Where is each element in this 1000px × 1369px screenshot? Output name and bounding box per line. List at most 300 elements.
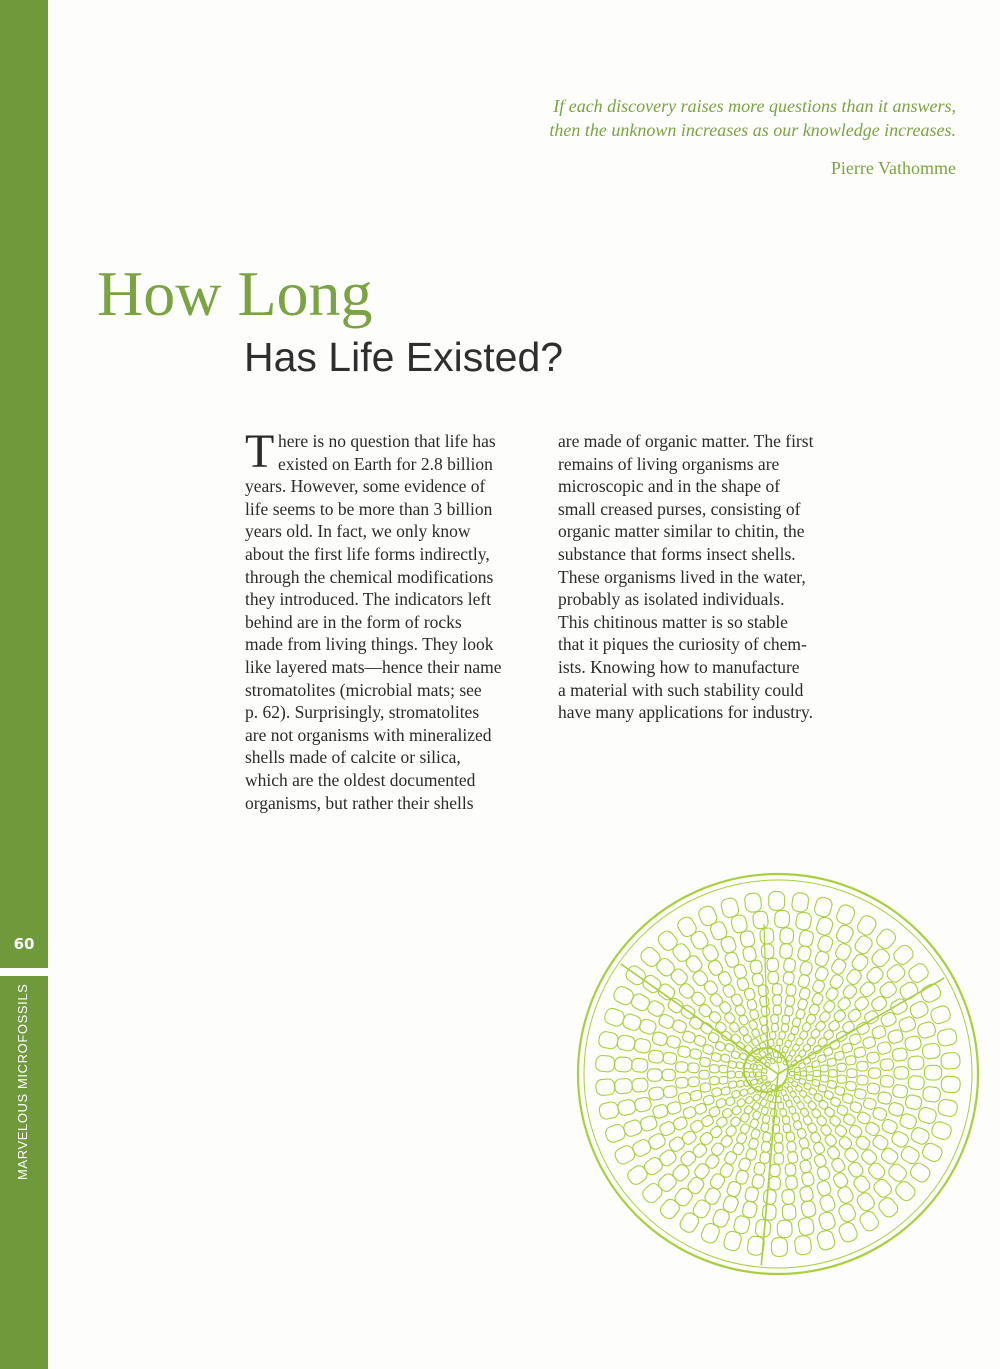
- fossil-cell: [775, 910, 790, 928]
- body-line: are made of organic matter. The first: [558, 431, 814, 451]
- body-line: ists. Knowing how to manufacture: [558, 656, 800, 677]
- fossil-cell: [753, 1162, 766, 1176]
- fossil-cell: [789, 1049, 797, 1057]
- fossil-cell: [604, 1123, 627, 1144]
- fossil-cell: [800, 1147, 813, 1161]
- fossil-cell: [917, 1106, 938, 1125]
- fossil-cell: [633, 1038, 651, 1054]
- fossil-cell: [854, 1134, 871, 1151]
- fossil-cell: [739, 1088, 748, 1097]
- fossil-cell: [848, 1123, 864, 1139]
- fossil-cell: [906, 961, 930, 985]
- fossil-cell: [806, 1066, 813, 1073]
- fossil-cell: [709, 920, 729, 941]
- fossil-cell: [750, 1128, 761, 1140]
- fossil-cell: [920, 1141, 944, 1164]
- fossil-cell: [744, 892, 762, 913]
- fossil-cell: [720, 1053, 731, 1063]
- fossil-cell: [922, 1086, 941, 1103]
- fossil-cell: [689, 1048, 702, 1060]
- fossil-cell: [871, 1133, 890, 1151]
- fossil-cell: [853, 995, 870, 1012]
- fossil-cell: [786, 1086, 793, 1093]
- fossil-cell: [798, 1049, 807, 1058]
- fossil-cell: [829, 1070, 838, 1077]
- fossil-cell: [771, 1023, 778, 1031]
- fossil-cell: [785, 1175, 798, 1190]
- fossil-cell: [814, 965, 830, 982]
- fossil-cell: [761, 1141, 771, 1153]
- fossil-cell: [678, 1210, 701, 1234]
- fossil-cell: [711, 1207, 731, 1228]
- body-line: existed on Earth for 2.8 billion: [278, 453, 493, 474]
- fossil-cell: [662, 1069, 675, 1080]
- fossil-cell: [780, 1108, 787, 1116]
- fossil-cell: [719, 1076, 728, 1084]
- fossil-cell: [876, 1041, 892, 1055]
- fossil-cell: [835, 923, 856, 945]
- fossil-cell: [816, 1229, 836, 1251]
- fossil-cell: [662, 1052, 677, 1065]
- fossil-cell: [720, 1086, 731, 1096]
- fossil-cell: [673, 1186, 695, 1209]
- fossil-cell: [941, 1076, 961, 1093]
- fossil-cell: [894, 1067, 909, 1079]
- fossil-cell: [794, 1235, 812, 1256]
- quote-line: then the unknown increases as our knowledge increases.: [549, 120, 956, 140]
- fossil-cell: [854, 1088, 867, 1100]
- fossil-cell: [760, 1098, 768, 1107]
- body-line: remains of living organisms are: [558, 453, 780, 474]
- fossil-cell: [677, 1091, 691, 1104]
- fossil-cell: [798, 987, 811, 1001]
- fossil-cell: [866, 1083, 880, 1095]
- fossil-cell: [783, 971, 795, 984]
- fossil-cell: [837, 1063, 847, 1072]
- fossil-cell: [820, 1075, 829, 1083]
- fossil-cell: [773, 995, 782, 1005]
- body-line: like layered mats—hence their name: [245, 656, 502, 677]
- page-number: 60: [13, 935, 35, 953]
- fossil-cell: [658, 1197, 682, 1222]
- fossil-cell: [795, 911, 812, 930]
- fossil-cell: [785, 1163, 797, 1176]
- fossil-cell: [784, 1006, 794, 1017]
- fossil-cell: [761, 1106, 769, 1115]
- fossil-cell: [774, 1143, 783, 1153]
- fossil-cell: [893, 1179, 918, 1203]
- fossil-cell: [782, 1204, 796, 1221]
- body-line: small creased purses, consisting of: [558, 498, 801, 519]
- fossil-cell: [922, 1043, 941, 1060]
- fossil-cell: [721, 1107, 733, 1119]
- fossil-cell: [791, 892, 809, 913]
- fossil-cell: [799, 1089, 808, 1098]
- fossil-cell: [595, 1055, 615, 1072]
- fossil-cell: [761, 944, 774, 959]
- fossil-cell: [800, 1071, 806, 1076]
- fossil-cell: [769, 892, 785, 911]
- fossil-cell: [663, 1085, 678, 1098]
- body-line: a material with such stability could: [558, 679, 804, 700]
- fossil-cell: [858, 1209, 881, 1233]
- fossil-cell: [778, 1102, 784, 1109]
- fossil-cell: [724, 951, 741, 969]
- fossil-cell: [868, 1068, 880, 1078]
- fossil-cell: [799, 1159, 812, 1174]
- fossil-cell: [762, 1132, 772, 1143]
- fossil-cell: [904, 1035, 922, 1051]
- fossil-cell: [752, 911, 768, 930]
- fossil-cell: [930, 1120, 953, 1141]
- fossil-cell: [886, 1162, 909, 1184]
- body-line: made from living things. They look: [245, 634, 494, 655]
- fossil-cell: [634, 1096, 652, 1112]
- body-line: they introduced. The indicators left: [245, 589, 492, 610]
- body-line: which are the oldest documented: [245, 769, 476, 790]
- fossil-cell: [799, 1186, 814, 1203]
- body-line: have many applications for industry.: [558, 702, 813, 723]
- fossil-cell: [797, 945, 812, 962]
- fossil-cell: [779, 943, 792, 958]
- fossil-cell: [802, 1043, 812, 1052]
- fossil-cell: [760, 1033, 768, 1042]
- fossil-cell: [929, 1004, 952, 1025]
- fossil-cell: [845, 1055, 857, 1065]
- body-line: This chitinous matter is so stable: [558, 611, 788, 632]
- fossil-cell: [853, 934, 875, 956]
- body-line: substance that forms insect shells.: [558, 543, 796, 564]
- fossil-cell: [656, 1171, 679, 1193]
- fossil-cell: [789, 1090, 797, 1098]
- fossil-cell: [779, 927, 793, 944]
- fossil-cell: [751, 1174, 765, 1189]
- fossil-cell: [785, 995, 795, 1007]
- fossil-cell: [904, 1094, 922, 1110]
- fossil-cell: [699, 1057, 711, 1067]
- fossil-cell: [688, 1077, 700, 1087]
- fossil-cell: [783, 958, 796, 973]
- fossil-cell: [816, 1165, 832, 1182]
- fossil-cell: [752, 973, 765, 987]
- body-line: shells made of calcite or silica,: [245, 747, 461, 768]
- fossil-cell: [899, 1144, 921, 1165]
- fossil-cell: [874, 927, 898, 952]
- body-line: years old. In fact, we only know: [245, 521, 471, 542]
- fossil-cell: [752, 1093, 761, 1102]
- fossil-cell: [909, 1126, 931, 1146]
- fossil-cell: [755, 1219, 771, 1238]
- fossil-cell: [688, 1063, 700, 1073]
- fossil-cell: [828, 1114, 841, 1127]
- fossil-cell: [699, 1221, 721, 1244]
- fossil-cell: [760, 928, 774, 945]
- fossil-cell: [690, 990, 707, 1007]
- fossil-cell: [638, 945, 663, 969]
- fossil-cell: [797, 1217, 814, 1236]
- body-line: p. 62). Surprisingly, stromatolites: [245, 702, 480, 723]
- fossil-cell: [855, 1191, 877, 1213]
- fossil-cell: [908, 1056, 925, 1070]
- fossil-cell: [815, 916, 834, 937]
- fossil-cell: [750, 1079, 758, 1086]
- fossil-cell: [691, 1142, 708, 1159]
- fossil-cell: [647, 1069, 662, 1081]
- fossil-cell: [816, 934, 834, 953]
- fossil-cell: [759, 996, 769, 1008]
- body-line: microscopic and in the shape of: [558, 476, 781, 497]
- fossil-cell: [745, 1095, 755, 1104]
- fossil-cell: [908, 1075, 925, 1089]
- fossil-cell: [769, 1176, 781, 1190]
- fossil-cell: [733, 963, 748, 979]
- fossil-cell: [762, 1204, 776, 1221]
- fossil-cell: [671, 941, 693, 964]
- section-label-text: MARVELOUS MICROFOSSILS: [15, 983, 30, 1180]
- fossil-cell: [642, 1155, 664, 1177]
- fossil-cell: [654, 956, 677, 978]
- fossil-cell: [775, 1133, 783, 1142]
- fossil-cell: [823, 1106, 835, 1118]
- fossil-cell: [748, 1138, 760, 1151]
- fossil-cell: [803, 1095, 813, 1104]
- fossil-cell: [860, 1148, 879, 1167]
- quote-author: Pierre Vathomme: [830, 158, 956, 178]
- drop-cap: T: [245, 425, 275, 478]
- fossil-cell: [795, 1085, 803, 1093]
- fossil-cell: [675, 1061, 688, 1072]
- fossil-cell: [880, 1059, 894, 1071]
- fossil-cell: [746, 998, 758, 1011]
- fossil-cell: [700, 1082, 712, 1092]
- fossil-cell: [735, 1072, 742, 1078]
- body-line: years. However, some evidence of: [245, 476, 486, 497]
- fossil-cell: [941, 1052, 961, 1069]
- body-column-right: [558, 430, 858, 724]
- fossil-cell: [845, 1081, 857, 1091]
- fossil-cell: [760, 1122, 769, 1132]
- fossil-cell: [598, 1031, 620, 1050]
- body-line: are not organisms with mineralized: [245, 724, 492, 745]
- fossil-cell: [756, 1072, 762, 1077]
- fossil-cell: [744, 1186, 759, 1203]
- fossil-cell: [797, 998, 809, 1011]
- fossil-cell: [736, 1061, 745, 1069]
- body-line: that it piques the curiosity of chem-: [558, 634, 807, 655]
- fossil-cell: [773, 1052, 778, 1058]
- fossil-cell: [697, 904, 719, 927]
- fossil-cell: [798, 929, 814, 947]
- fossil-cell: [700, 1114, 715, 1128]
- body-column-left: [245, 425, 535, 814]
- fossil-cell: [759, 1151, 770, 1164]
- fossil-cell: [832, 1009, 847, 1024]
- fossil-cell: [891, 943, 916, 967]
- fossil-cell: [709, 1064, 719, 1073]
- fossil-cell: [614, 1078, 632, 1094]
- body-line: life seems to be more than 3 billion: [245, 498, 493, 519]
- fossil-cell: [787, 1151, 798, 1164]
- fossil-cell: [761, 1006, 771, 1017]
- fossil-cell: [814, 950, 831, 968]
- fossil-cell: [764, 1080, 771, 1087]
- fossil-cell: [774, 1153, 784, 1164]
- fossil-cell: [777, 1039, 783, 1046]
- section-label: [0, 983, 48, 1200]
- body-line: organic matter similar to chitin, the: [558, 521, 805, 542]
- body-line: These organisms lived in the water,: [558, 566, 806, 587]
- body-line: stromatolites (microbial mats; see: [245, 679, 482, 700]
- fossil-cell: [769, 1031, 776, 1039]
- fossil-cell: [656, 982, 677, 1002]
- fossil-cell: [834, 942, 853, 962]
- fossil-cell: [656, 928, 680, 953]
- fossil-cell: [785, 984, 796, 997]
- fossil-cell: [648, 1086, 664, 1100]
- fossil-cell: [617, 1099, 637, 1117]
- fossil-cell: [724, 1043, 735, 1054]
- fossil-cell: [782, 1116, 790, 1125]
- fossil-cell: [719, 1065, 728, 1073]
- body-line: here is no question that life has: [278, 431, 496, 451]
- fossil-cell: [773, 1005, 781, 1014]
- microfossil-illustration: [575, 862, 985, 1282]
- fossil-cell: [924, 1065, 941, 1080]
- page-title: How Long: [97, 258, 373, 329]
- fossil-cell: [936, 1028, 958, 1047]
- fossil-cell: [727, 1071, 735, 1078]
- fossil-cell: [835, 903, 857, 926]
- fossil-cell: [689, 929, 710, 951]
- fossil-cell: [818, 1099, 829, 1110]
- fossil-cell: [768, 1039, 775, 1047]
- fossil-cell: [677, 982, 696, 1001]
- fossil-cell: [648, 1049, 664, 1063]
- fossil-cell: [856, 1061, 868, 1071]
- fossil-cell: [834, 1123, 849, 1138]
- fossil-cell: [722, 1194, 740, 1213]
- fossil-cell: [690, 1090, 703, 1102]
- fossil-cell: [767, 958, 779, 972]
- fossil-cell: [786, 1141, 796, 1153]
- fossil-cell: [837, 1202, 858, 1224]
- fossil-cell: [847, 1069, 857, 1078]
- quote-line: If each discovery raises more questions than it answers,: [553, 96, 956, 116]
- fossil-cell: [742, 946, 757, 963]
- fossil-cell: [762, 1114, 771, 1124]
- fossil-cell: [598, 1101, 620, 1120]
- fossil-cell: [795, 1037, 804, 1047]
- fossil-cell: [916, 1021, 937, 1040]
- fossil-cell: [870, 947, 892, 970]
- body-line: behind are in the form of rocks: [245, 611, 462, 632]
- fossil-cell: [856, 1075, 868, 1085]
- body-line: through the chemical modifications: [245, 566, 494, 587]
- fossil-cell: [631, 1058, 648, 1072]
- fossil-cell: [786, 1131, 796, 1142]
- page-subtitle: Has Life Existed?: [244, 334, 564, 380]
- fossil-cell: [781, 1023, 789, 1032]
- fossil-cell: [736, 1080, 745, 1088]
- fossil-cell: [603, 1007, 626, 1028]
- fossil-cell: [892, 1084, 908, 1098]
- fossil-cell: [768, 971, 779, 984]
- fossil-cell: [770, 1164, 781, 1177]
- fossil-cell: [789, 1071, 794, 1075]
- fossil-cell: [908, 1161, 932, 1185]
- fossil-cell: [792, 1043, 801, 1052]
- fossil-cell: [855, 913, 878, 937]
- epigraph-quote: [436, 94, 956, 142]
- fossil-cell: [842, 1113, 857, 1127]
- fossil-cell: [763, 1189, 776, 1204]
- fossil-cell: [853, 1046, 866, 1058]
- fossil-cell: [771, 1015, 779, 1024]
- fossil-cell: [879, 1146, 900, 1166]
- fossil-cell: [813, 896, 833, 918]
- fossil-cell: [675, 1077, 688, 1088]
- fossil-cell: [777, 1220, 792, 1238]
- fossil-cell: [817, 1211, 836, 1232]
- fossil-cell: [876, 1195, 900, 1220]
- fossil-cell: [772, 1238, 788, 1257]
- fossil-cell: [614, 1057, 632, 1073]
- fossil-cell: [801, 1171, 815, 1187]
- fossil-cell: [811, 979, 826, 994]
- fossil-cell: [719, 935, 737, 954]
- fossil-cell: [749, 1009, 760, 1021]
- fossil-cell: [681, 1129, 698, 1146]
- fossil-cell: [837, 1075, 847, 1084]
- fossil-cell: [800, 1200, 816, 1218]
- body-line: about the first life forms indirectly,: [245, 543, 490, 564]
- fossil-cell: [632, 1078, 649, 1092]
- fossil-cell: [820, 1065, 829, 1073]
- fossil-cell: [892, 1047, 908, 1061]
- fossil-cell: [699, 1070, 709, 1079]
- fossil-cell: [782, 1189, 795, 1204]
- fossil-cell: [816, 1179, 833, 1197]
- fossil-cell: [625, 1163, 649, 1187]
- fossil-cell: [813, 1070, 820, 1076]
- body-line: organisms, but rather their shells: [245, 792, 474, 813]
- fossil-cell: [767, 1094, 774, 1102]
- fossil-cell: [677, 1045, 691, 1058]
- fossil-cell: [616, 1034, 636, 1052]
- fossil-cell: [877, 1091, 893, 1105]
- fossil-cell: [691, 1198, 712, 1220]
- fossil-cell: [640, 1181, 665, 1205]
- fossil-cell: [792, 1095, 801, 1104]
- fossil-cell: [595, 1079, 615, 1096]
- fossil-cell: [885, 962, 908, 984]
- fossil-cell: [797, 974, 810, 989]
- fossil-cell: [864, 1121, 881, 1138]
- fossil-cell: [937, 1098, 959, 1117]
- fossil-cell: [878, 980, 899, 1000]
- fossil-cell: [818, 1194, 836, 1213]
- fossil-cell: [779, 1031, 786, 1039]
- fossil-cell: [675, 915, 698, 939]
- fossil-cell: [837, 1220, 859, 1243]
- fossil-cell: [726, 1180, 743, 1198]
- fossil-cell: [806, 1075, 813, 1082]
- sidebar-divider: [0, 968, 48, 976]
- fossil-cell: [871, 1177, 893, 1200]
- fossil-cell: [866, 1052, 880, 1064]
- body-line: probably as isolated individuals.: [558, 589, 785, 610]
- fossil-cell: [796, 1101, 805, 1111]
